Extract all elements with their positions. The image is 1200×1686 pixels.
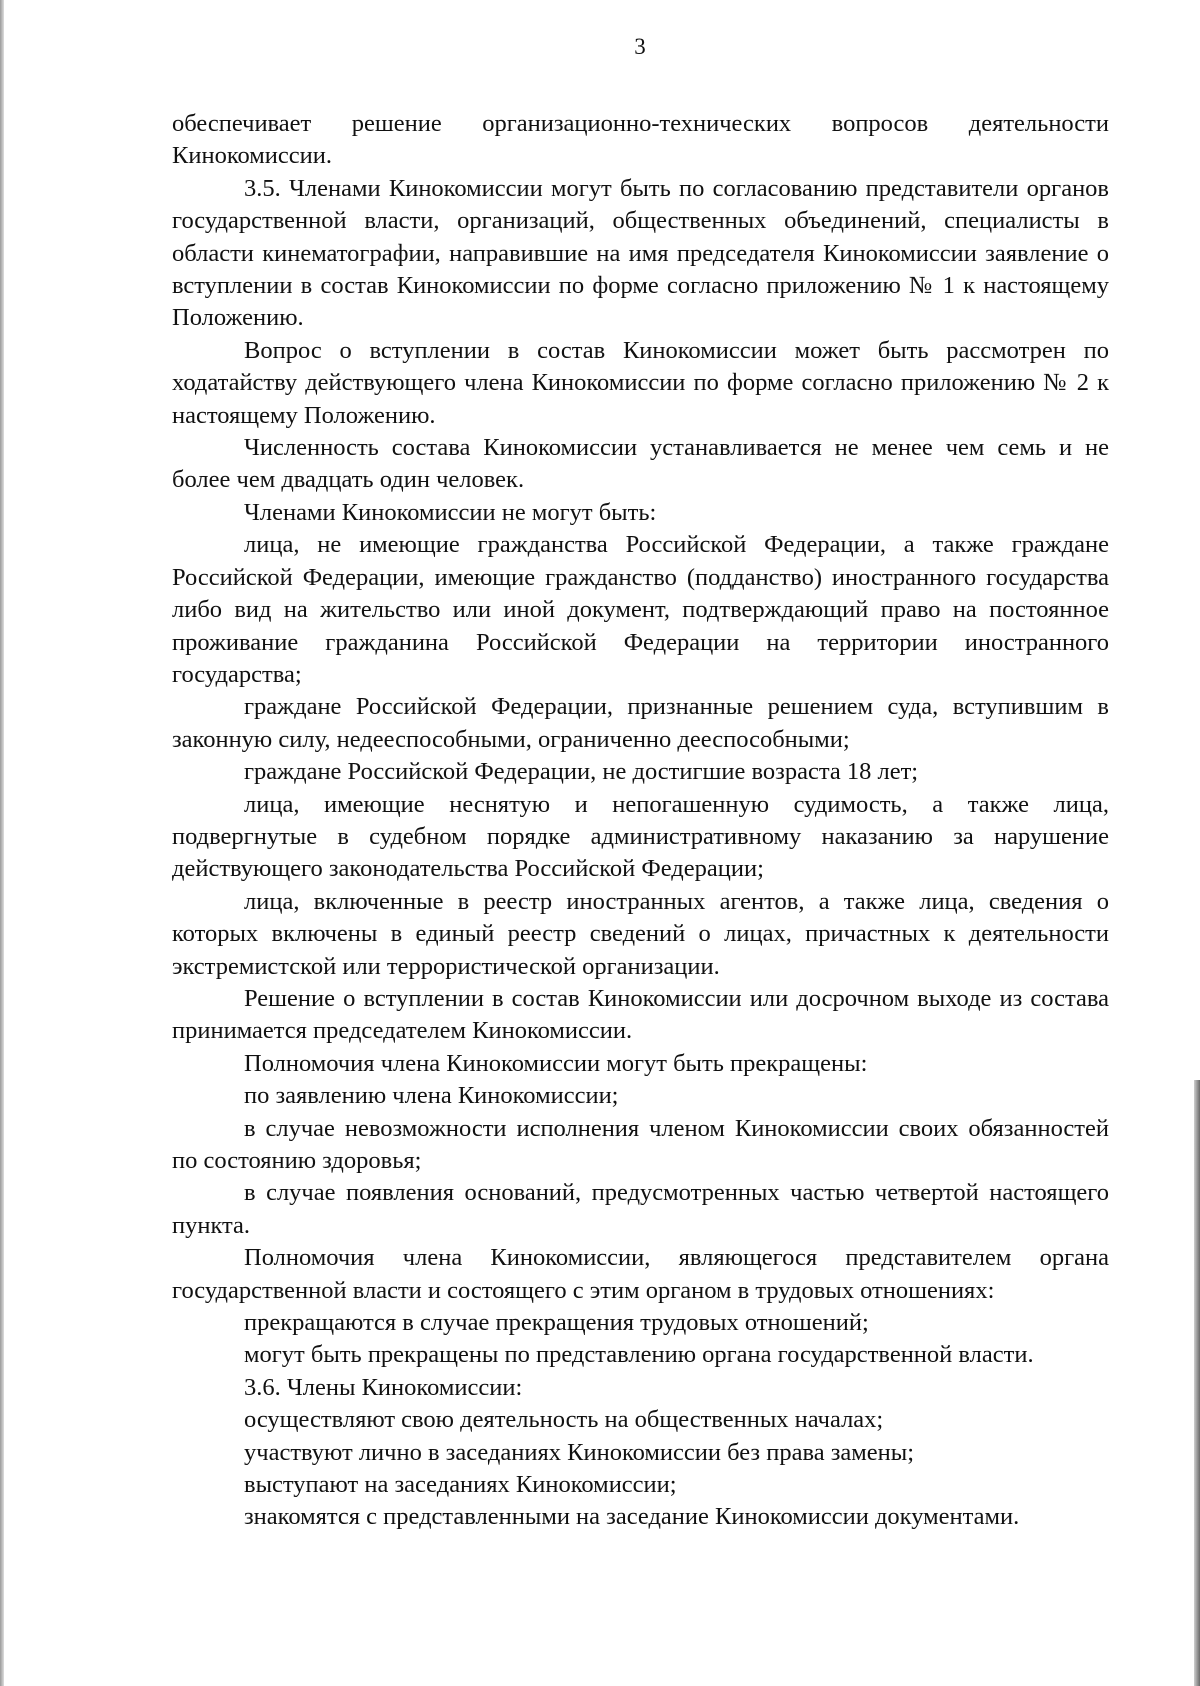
paragraph: прекращаются в случае прекращения трудовых отношений; <box>244 1309 869 1337</box>
paragraph: участвуют лично в заседаниях Кинокомиссии без права замены; <box>244 1438 915 1466</box>
paragraph: Вопрос о вступлении в состав Кинокомиссии может быть рассмотрен по ходатайству действующего члена Кинокомиссии по форме согласно приложению № 2 к настоящему Положению. <box>172 336 1109 429</box>
paragraph: Решение о вступлении в состав Кинокомиссии или досрочном выходе из состава принимается председателем Кинокомиссии. <box>172 984 1109 1045</box>
page-number: 3 <box>634 34 646 59</box>
paragraph: в случае невозможности исполнения членом Кинокомиссии своих обязанностей по состоянию здоровья; <box>172 1114 1109 1174</box>
document-body <box>172 108 1109 1534</box>
paragraph: лица, включенные в реестр иностранных агентов, а также лица, сведения о которых включены в единый реестр сведений о лицах, причастных к деятельности экстремистской или террористической организации. <box>172 887 1109 980</box>
scan-edge-right <box>1194 1080 1200 1686</box>
paragraph: граждане Российской Федерации, признанные решением суда, вступившим в законную силу, недееспособными, ограниченно дееспособными; <box>172 693 1109 753</box>
paragraph: лица, не имеющие гражданства Российской Федерации, а также граждане Российской Федерации, имеющие гражданство (подданство) иностранного государства либо вид на жительство или иной документ, подтверждающий право на постоянное проживание гражданина Российской Федерации на территории иностранного государства; <box>172 531 1109 688</box>
paragraph: осуществляют свою деятельность на общественных началах; <box>244 1406 884 1434</box>
paragraph: знакомятся с представленными на заседание Кинокомиссии документами. <box>244 1503 1020 1531</box>
paragraph: в случае появления оснований, предусмотренных частью четвертой настоящего пункта. <box>172 1179 1109 1239</box>
paragraph: 3.6. Члены Кинокомиссии: <box>244 1373 523 1401</box>
paragraph: Членами Кинокомиссии не могут быть: <box>244 498 657 526</box>
paragraph: Полномочия члена Кинокомиссии, являющегося представителем органа государственной власти и состоящего с этим органом в трудовых отношениях: <box>172 1244 1109 1304</box>
paragraph: Численность состава Кинокомиссии устанавливается не менее чем семь и не более чем двадцать один человек. <box>172 434 1109 494</box>
paragraph: выступают на заседаниях Кинокомиссии; <box>244 1471 677 1499</box>
paragraph: Полномочия члена Кинокомиссии могут быть прекращены: <box>244 1049 868 1077</box>
paragraph: граждане Российской Федерации, не достигшие возраста 18 лет; <box>244 758 919 786</box>
paragraph: 3.5. Членами Кинокомиссии могут быть по согласованию представители органов государственной власти, организаций, общественных объединений, специалисты в области кинематографии, направившие на имя председателя Кинокомиссии заявление о вступлении в состав Кинокомиссии по форме согласно приложению № 1 к настоящему Положению. <box>172 174 1109 332</box>
paragraph: обеспечивает решение организационно-технических вопросов деятельности Кинокомиссии. <box>172 110 1109 170</box>
scan-edge-left <box>0 0 4 1686</box>
paragraph: по заявлению члена Кинокомиссии; <box>244 1082 619 1110</box>
paragraph: могут быть прекращены по представлению органа государственной власти. <box>244 1341 1034 1369</box>
paragraph: лица, имеющие неснятую и непогашенную судимость, а также лица, подвергнутые в судебном порядке административному наказанию за нарушение действующего законодательства Российской Федерации; <box>172 790 1109 883</box>
